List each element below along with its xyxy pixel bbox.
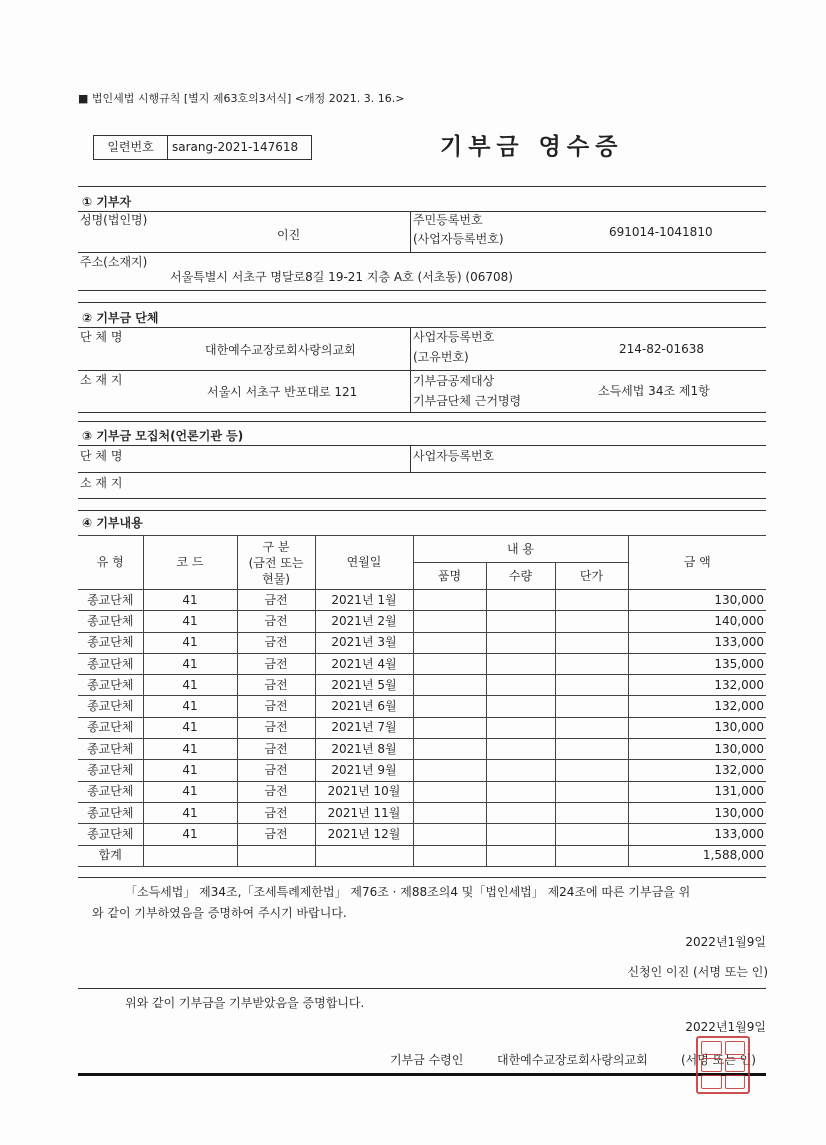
cell-date: 2021년 7월 bbox=[315, 717, 413, 738]
cell-empty bbox=[413, 760, 486, 781]
org-heading: ② 기부금 단체 bbox=[82, 311, 159, 325]
cell-empty bbox=[555, 739, 628, 760]
cell-empty bbox=[486, 845, 555, 866]
serial-value: sarang-2021-147618 bbox=[172, 140, 299, 154]
cell-type: 종교단체 bbox=[78, 717, 143, 738]
cell-type: 종교단체 bbox=[78, 802, 143, 823]
cell-date: 2021년 11월 bbox=[315, 802, 413, 823]
cell-empty bbox=[413, 611, 486, 632]
cell-empty bbox=[486, 653, 555, 674]
cell-empty bbox=[555, 845, 628, 866]
serial-label: 일련번호 bbox=[94, 136, 168, 159]
cell-type: 종교단체 bbox=[78, 653, 143, 674]
recipient-label: 기부금 수령인 bbox=[390, 1053, 464, 1067]
cell-kind: 금전 bbox=[237, 781, 315, 802]
cell-empty bbox=[413, 845, 486, 866]
cell-date: 2021년 2월 bbox=[315, 611, 413, 632]
cell-code: 41 bbox=[143, 802, 237, 823]
cell-type: 종교단체 bbox=[78, 611, 143, 632]
header-type: 유 형 bbox=[78, 536, 143, 590]
cell-empty bbox=[237, 845, 315, 866]
donor-name: 이진 bbox=[277, 228, 301, 242]
org-uid-label: (고유번호) bbox=[413, 350, 469, 364]
cell-empty bbox=[413, 653, 486, 674]
cell-type: 종교단체 bbox=[78, 739, 143, 760]
table-row bbox=[78, 717, 766, 738]
header-unit: 단가 bbox=[555, 563, 628, 590]
cell-type: 종교단체 bbox=[78, 781, 143, 802]
header-kind bbox=[237, 536, 315, 590]
cell-empty bbox=[555, 824, 628, 845]
cell-type: 종교단체 bbox=[78, 632, 143, 653]
header-amount: 금 액 bbox=[628, 536, 766, 590]
cell-code: 41 bbox=[143, 653, 237, 674]
table-row bbox=[78, 802, 766, 823]
applicant-signature: 신청인 이진 (서명 또는 인) bbox=[627, 965, 768, 979]
cell-empty bbox=[486, 781, 555, 802]
cell-date: 2021년 5월 bbox=[315, 675, 413, 696]
cell-empty bbox=[486, 802, 555, 823]
request-date: 2022년1월9일 bbox=[685, 935, 766, 949]
cell-code: 41 bbox=[143, 696, 237, 717]
collector-reg-label: 사업자등록번호 bbox=[413, 449, 495, 463]
certify-date: 2022년1월9일 bbox=[685, 1020, 766, 1034]
cell-amount: 130,000 bbox=[628, 802, 766, 823]
cell-empty bbox=[315, 845, 413, 866]
recipient-name: 대한예수교장로회사랑의교회 bbox=[497, 1053, 648, 1067]
cell-kind: 금전 bbox=[237, 653, 315, 674]
cell-empty bbox=[413, 717, 486, 738]
cell-kind: 금전 bbox=[237, 739, 315, 760]
cell-code: 41 bbox=[143, 675, 237, 696]
cell-code: 41 bbox=[143, 781, 237, 802]
org-addr: 서울시 서초구 반포대로 121 bbox=[207, 385, 358, 399]
cell-amount: 130,000 bbox=[628, 739, 766, 760]
cell-empty bbox=[486, 632, 555, 653]
cell-kind: 금전 bbox=[237, 802, 315, 823]
header-kind-2: (금전 또는 bbox=[248, 555, 304, 570]
cell-empty bbox=[413, 632, 486, 653]
cell-date: 2021년 1월 bbox=[315, 590, 413, 611]
cell-kind: 금전 bbox=[237, 675, 315, 696]
cell-amount: 130,000 bbox=[628, 717, 766, 738]
table-row bbox=[78, 696, 766, 717]
cell-amount: 140,000 bbox=[628, 611, 766, 632]
org-name-label: 단 체 명 bbox=[80, 330, 123, 344]
header-qty: 수량 bbox=[486, 563, 555, 590]
total-row bbox=[78, 845, 766, 866]
header-detail: 내 용 bbox=[413, 536, 628, 563]
cell-empty bbox=[555, 675, 628, 696]
cell-empty bbox=[413, 802, 486, 823]
church-seal-stamp bbox=[696, 1036, 750, 1094]
cell-amount: 133,000 bbox=[628, 824, 766, 845]
org-reg-label: 사업자등록번호 bbox=[413, 330, 495, 344]
cell-empty bbox=[486, 590, 555, 611]
org-basis: 소득세법 34조 제1항 bbox=[598, 384, 710, 398]
cell-empty bbox=[555, 653, 628, 674]
cell-empty bbox=[143, 845, 237, 866]
cell-empty bbox=[555, 760, 628, 781]
table-row bbox=[78, 760, 766, 781]
cell-code: 41 bbox=[143, 590, 237, 611]
donor-bizid-label: (사업자등록번호) bbox=[413, 232, 504, 246]
header-code: 코 드 bbox=[143, 536, 237, 590]
org-reg: 214-82-01638 bbox=[619, 342, 705, 356]
org-addr-label: 소 재 지 bbox=[80, 373, 123, 387]
cell-empty bbox=[413, 696, 486, 717]
header-date: 연월일 bbox=[315, 536, 413, 590]
cell-type: 종교단체 bbox=[78, 675, 143, 696]
cell-type: 종교단체 bbox=[78, 696, 143, 717]
recipient-sign: (서명 또는 인) bbox=[681, 1053, 756, 1067]
cell-kind: 금전 bbox=[237, 760, 315, 781]
table-row bbox=[78, 739, 766, 760]
cell-amount: 132,000 bbox=[628, 696, 766, 717]
table-row bbox=[78, 632, 766, 653]
cell-empty bbox=[555, 632, 628, 653]
cell-empty bbox=[413, 781, 486, 802]
serial-number-box bbox=[93, 135, 312, 160]
cell-code: 41 bbox=[143, 824, 237, 845]
table-row bbox=[78, 590, 766, 611]
cell-date: 2021년 10월 bbox=[315, 781, 413, 802]
total-label: 합계 bbox=[78, 845, 143, 866]
cell-empty bbox=[555, 802, 628, 823]
cell-type: 종교단체 bbox=[78, 760, 143, 781]
cell-empty bbox=[555, 696, 628, 717]
cell-empty bbox=[555, 781, 628, 802]
cell-empty bbox=[413, 590, 486, 611]
cell-empty bbox=[413, 739, 486, 760]
table-row bbox=[78, 675, 766, 696]
cell-kind: 금전 bbox=[237, 696, 315, 717]
cell-kind: 금전 bbox=[237, 717, 315, 738]
donor-id: 691014-1041810 bbox=[609, 225, 713, 239]
org-basis-label-2: 기부금단체 근거명령 bbox=[413, 394, 522, 408]
collector-name-label: 단 체 명 bbox=[80, 449, 123, 463]
collector-heading: ③ 기부금 모집처(언론기관 등) bbox=[82, 429, 244, 443]
donor-addr-label: 주소(소재지) bbox=[80, 255, 148, 269]
collector-addr-label: 소 재 지 bbox=[80, 476, 123, 490]
donor-addr: 서울특별시 서초구 명달로8길 19-21 지층 A호 (서초동) (06708) bbox=[170, 270, 513, 284]
cell-empty bbox=[486, 675, 555, 696]
cell-date: 2021년 9월 bbox=[315, 760, 413, 781]
cell-empty bbox=[486, 760, 555, 781]
cell-date: 2021년 4월 bbox=[315, 653, 413, 674]
cell-empty bbox=[413, 824, 486, 845]
donor-name-label: 성명(법인명) bbox=[80, 213, 148, 227]
contents-heading: ④ 기부내용 bbox=[82, 516, 143, 530]
donor-heading: ① 기부자 bbox=[82, 195, 132, 209]
table-row bbox=[78, 781, 766, 802]
donor-id-label: 주민등록번호 bbox=[413, 213, 483, 227]
header-kind-3: 현물) bbox=[262, 571, 290, 586]
cell-amount: 135,000 bbox=[628, 653, 766, 674]
cell-date: 2021년 6월 bbox=[315, 696, 413, 717]
table-row bbox=[78, 611, 766, 632]
cell-date: 2021년 3월 bbox=[315, 632, 413, 653]
cell-amount: 133,000 bbox=[628, 632, 766, 653]
org-basis-label: 기부금공제대상 bbox=[413, 374, 495, 388]
cell-empty bbox=[413, 675, 486, 696]
header-item: 품명 bbox=[413, 563, 486, 590]
cell-kind: 금전 bbox=[237, 632, 315, 653]
org-name: 대한예수교장로회사랑의교회 bbox=[205, 343, 356, 357]
cell-code: 41 bbox=[143, 632, 237, 653]
donation-table bbox=[78, 535, 766, 867]
form-reference: ■ 법인세법 시행규칙 [별지 제63호의3서식] <개정 2021. 3. 16.> bbox=[78, 92, 405, 105]
cell-date: 2021년 8월 bbox=[315, 739, 413, 760]
cell-empty bbox=[486, 611, 555, 632]
cell-empty bbox=[486, 696, 555, 717]
cell-kind: 금전 bbox=[237, 611, 315, 632]
cell-code: 41 bbox=[143, 717, 237, 738]
total-amount: 1,588,000 bbox=[628, 845, 766, 866]
cell-amount: 130,000 bbox=[628, 590, 766, 611]
request-text-2: 와 같이 기부하였음을 증명하여 주시기 바랍니다. bbox=[92, 906, 347, 920]
table-row bbox=[78, 653, 766, 674]
cell-amount: 132,000 bbox=[628, 675, 766, 696]
cell-empty bbox=[486, 717, 555, 738]
table-row bbox=[78, 824, 766, 845]
page-title: 기부금 영수증 bbox=[440, 134, 624, 160]
cell-empty bbox=[486, 739, 555, 760]
cell-empty bbox=[555, 590, 628, 611]
header-kind-1: 구 분 bbox=[262, 539, 290, 554]
cell-type: 종교단체 bbox=[78, 824, 143, 845]
cell-empty bbox=[486, 824, 555, 845]
certify-text: 위와 같이 기부금을 기부받았음을 증명합니다. bbox=[125, 996, 365, 1010]
cell-empty bbox=[555, 717, 628, 738]
cell-amount: 132,000 bbox=[628, 760, 766, 781]
cell-code: 41 bbox=[143, 760, 237, 781]
cell-kind: 금전 bbox=[237, 824, 315, 845]
cell-kind: 금전 bbox=[237, 590, 315, 611]
cell-type: 종교단체 bbox=[78, 590, 143, 611]
cell-code: 41 bbox=[143, 611, 237, 632]
request-text-1: 「소득세법」 제34조,「조세특례제한법」 제76조 · 제88조의4 및「법인세법」 제24조에 따른 기부금을 위 bbox=[125, 885, 691, 899]
cell-date: 2021년 12월 bbox=[315, 824, 413, 845]
cell-empty bbox=[555, 611, 628, 632]
cell-code: 41 bbox=[143, 739, 237, 760]
cell-amount: 131,000 bbox=[628, 781, 766, 802]
